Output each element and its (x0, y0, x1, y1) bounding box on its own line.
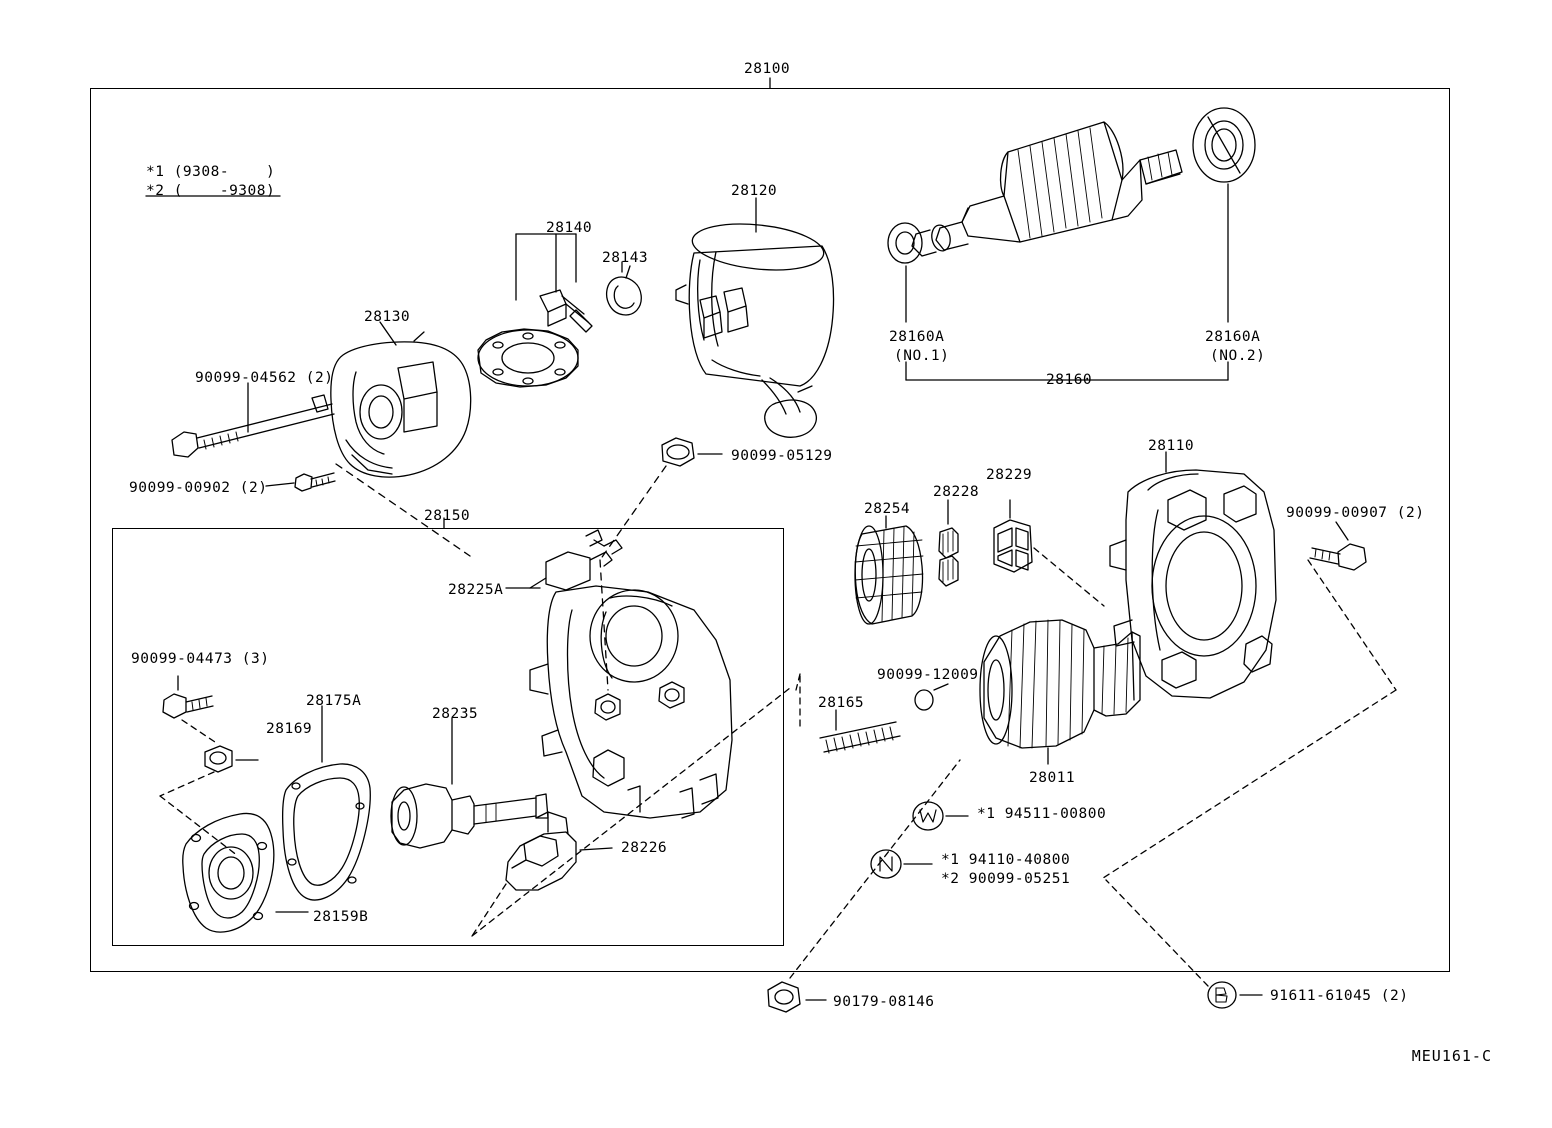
label-28229: 28229 (986, 467, 1033, 483)
drawing-code: MEU161-C (1411, 1047, 1492, 1066)
symbol-marker-b (1208, 982, 1236, 1008)
symbol-marker-c (768, 982, 800, 1012)
label-28160a-no1: 28160A (889, 329, 945, 345)
label-28110: 28110 (1148, 438, 1195, 454)
label-28165: 28165 (818, 695, 865, 711)
label-28160a-no1-sub: (NO.1) (894, 348, 950, 364)
label-28175a: 28175A (306, 693, 362, 709)
label-28120: 28120 (731, 183, 778, 199)
label-28100: 28100 (744, 61, 791, 77)
label-28159b: 28159B (313, 909, 369, 925)
label-28150: 28150 (424, 508, 471, 524)
label-90099-04473: 90099-04473 (3) (131, 651, 270, 667)
label-28169: 28169 (266, 721, 313, 737)
label-90099-00907: 90099-00907 (2) (1286, 505, 1425, 521)
label-28228: 28228 (933, 484, 980, 500)
label-90099-04562: 90099-04562 (2) (195, 370, 334, 386)
label-90179-08146: 90179-08146 (833, 994, 935, 1010)
label-91611-61045: 91611-61045 (2) (1270, 988, 1409, 1004)
note-star1: *1 (9308- ) (146, 164, 276, 180)
label-28160: 28160 (1046, 372, 1093, 388)
label-90099-12009: 90099-12009 (877, 667, 979, 683)
label-28235: 28235 (432, 706, 479, 722)
label-90099-05251: *2 90099-05251 (941, 871, 1071, 887)
label-28011: 28011 (1029, 770, 1076, 786)
label-28225a: 28225A (448, 582, 504, 598)
label-28160a-no2-sub: (NO.2) (1210, 348, 1266, 364)
label-28143: 28143 (602, 250, 649, 266)
label-28140: 28140 (546, 220, 593, 236)
label-28160a-no2: 28160A (1205, 329, 1261, 345)
label-90099-00902: 90099-00902 (2) (129, 480, 268, 496)
label-28226: 28226 (621, 840, 668, 856)
note-star2: *2 ( -9308) (146, 183, 276, 199)
label-94110-40800: *1 94110-40800 (941, 852, 1071, 868)
label-28130: 28130 (364, 309, 411, 325)
label-94511-00800: *1 94511-00800 (977, 806, 1107, 822)
label-90099-05129: 90099-05129 (731, 448, 833, 464)
label-28254: 28254 (864, 501, 911, 517)
